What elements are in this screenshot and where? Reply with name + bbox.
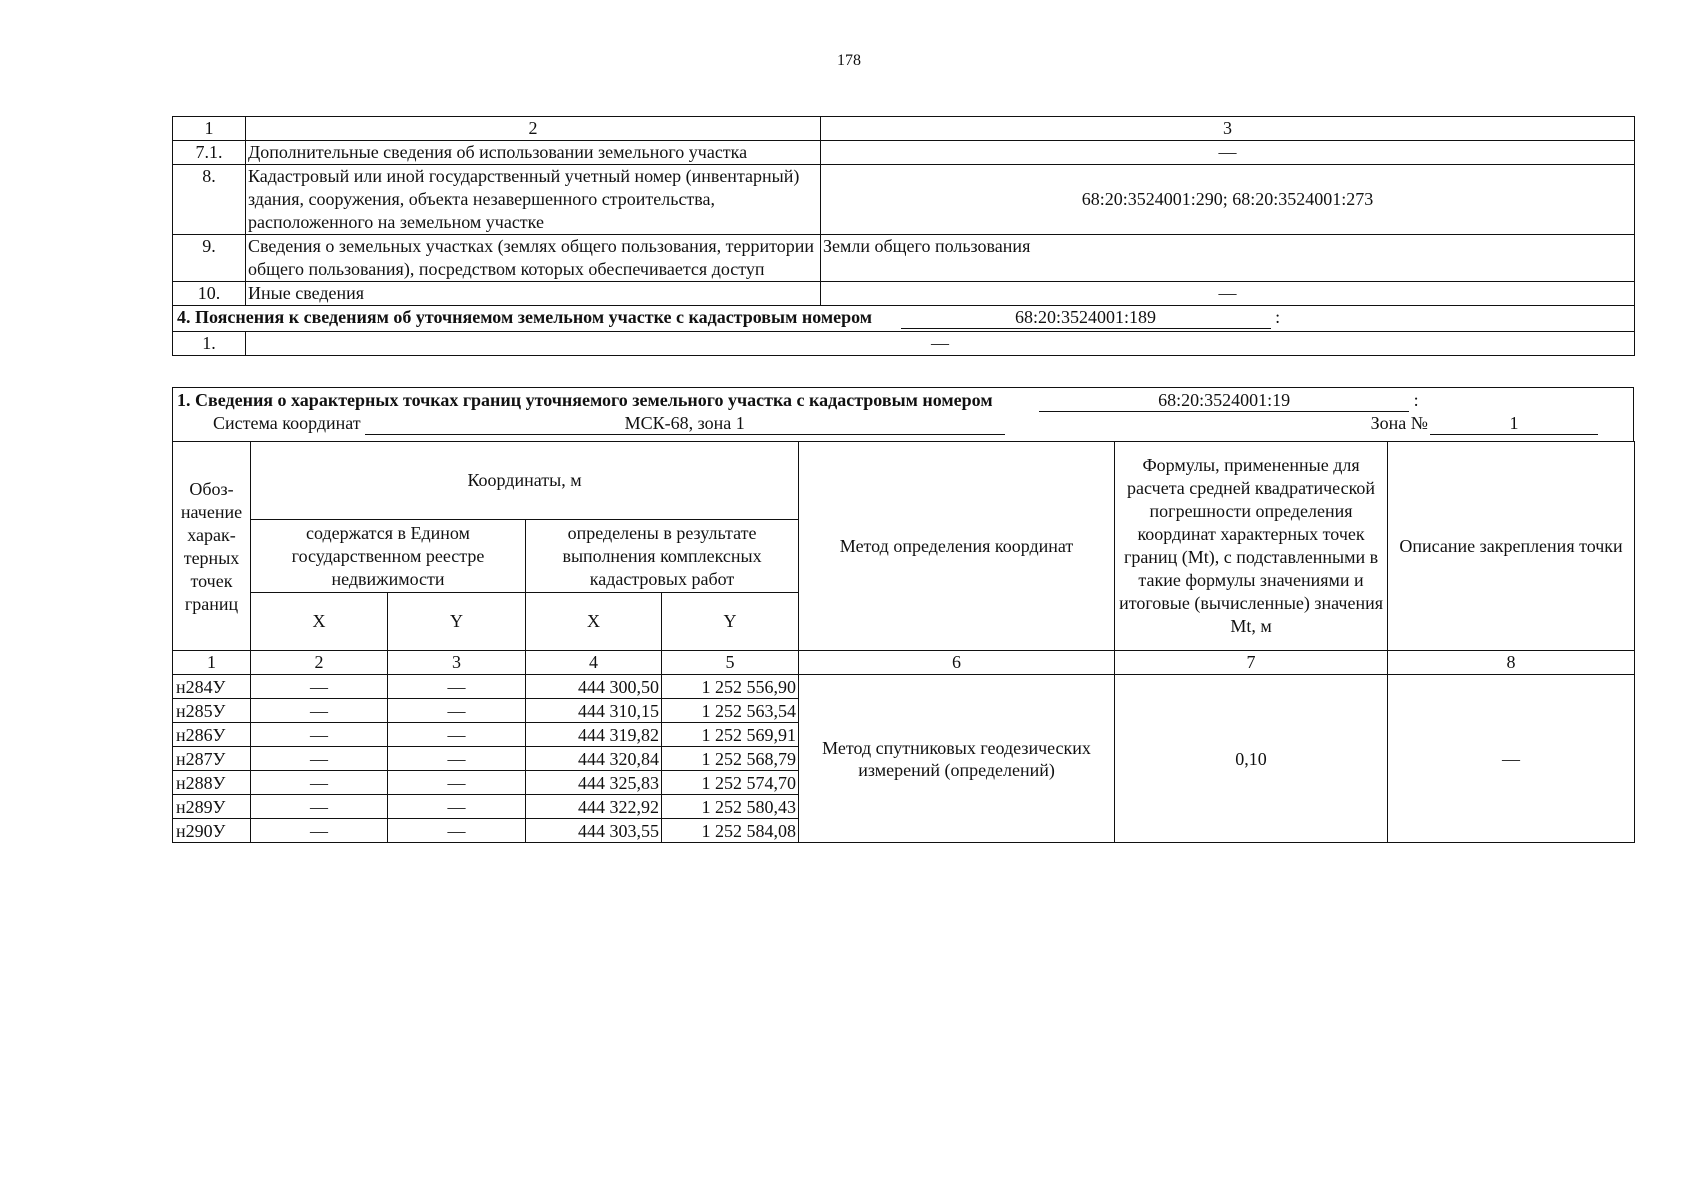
row-label: Сведения о земельных участках (землях общего пользования, территории общего пользования), посредством которых обеспечивается доступ [246, 235, 821, 282]
table-row [173, 282, 1635, 306]
col-number: 5 [662, 651, 799, 675]
col-number: 2 [251, 651, 388, 675]
x-coordinate: 444 319,82 [526, 723, 662, 747]
row-label: Иные сведения [246, 282, 821, 306]
table-row [173, 675, 1635, 699]
row-label: Кадастровый или иной государственный учетный номер (инвентарный) здания, сооружения, объекта незавершенного строительства, расположенного на земельном участке [246, 165, 821, 235]
x-egrn: — [251, 675, 388, 699]
x-egrn: — [251, 699, 388, 723]
col-number: 3 [388, 651, 526, 675]
header-coordinates: Координаты, м [251, 442, 799, 520]
y-coordinate: 1 252 563,54 [662, 699, 799, 723]
y-egrn: — [388, 675, 526, 699]
x-coordinate: 444 303,55 [526, 819, 662, 843]
point-id: н287У [173, 747, 251, 771]
coords-section-title: 1. Сведения о характерных точках границ уточняемого земельного участка с кадастровым номером [177, 390, 993, 410]
header-point-designation: Обоз-начение харак-терных точек границ [173, 442, 251, 651]
row-number: 1. [173, 332, 246, 356]
header-kkr: определены в результате выполнения комплексных кадастровых работ [526, 520, 799, 593]
row-value: — [821, 141, 1635, 165]
x-egrn: — [251, 747, 388, 771]
col-number: 4 [526, 651, 662, 675]
header-egrn: содержатся в Едином государственном реестре недвижимости [251, 520, 526, 593]
section-4-cadastral-number: 68:20:3524001:189 [901, 306, 1271, 329]
coordinates-table [172, 441, 1635, 843]
coords-cadastral-number: 68:20:3524001:19 [1039, 389, 1409, 412]
table-row [173, 141, 1635, 165]
row-label: Дополнительные сведения об использовании земельного участка [246, 141, 821, 165]
section-4-colon: : [1275, 307, 1281, 327]
x-coordinate: 444 325,83 [526, 771, 662, 795]
row-value: — [821, 282, 1635, 306]
header-y-kkr: Y [662, 593, 799, 651]
table-row [173, 165, 1635, 235]
mt-value: 0,10 [1115, 675, 1388, 843]
col-header: 2 [246, 117, 821, 141]
col-number: 6 [799, 651, 1115, 675]
coords-colon: : [1413, 390, 1419, 410]
y-coordinate: 1 252 580,43 [662, 795, 799, 819]
col-header: 1 [173, 117, 246, 141]
y-egrn: — [388, 795, 526, 819]
col-number: 1 [173, 651, 251, 675]
y-egrn: — [388, 771, 526, 795]
y-coordinate: 1 252 569,91 [662, 723, 799, 747]
table-row [173, 332, 1635, 356]
x-egrn: — [251, 771, 388, 795]
y-egrn: — [388, 723, 526, 747]
header-y-egrn: Y [388, 593, 526, 651]
y-coordinate: 1 252 584,08 [662, 819, 799, 843]
row-number: 9. [173, 235, 246, 282]
x-egrn: — [251, 723, 388, 747]
point-id: н286У [173, 723, 251, 747]
zone-label: Зона № [1370, 413, 1428, 433]
col-header: 3 [821, 117, 1635, 141]
point-id: н285У [173, 699, 251, 723]
row-number: 8. [173, 165, 246, 235]
point-id: н284У [173, 675, 251, 699]
y-coordinate: 1 252 574,70 [662, 771, 799, 795]
x-coordinate: 444 320,84 [526, 747, 662, 771]
x-coordinate: 444 310,15 [526, 699, 662, 723]
header-method: Метод определения координат [799, 442, 1115, 651]
header-formula: Формулы, примененные для расчета средней квадратической погрешности определения координат характерных точек границ (Mt), с подставленными в такие формулы значениями и итоговые (вычисленные) значения Mt, м [1115, 442, 1388, 651]
coords-section-header [172, 387, 1634, 442]
table-row [173, 235, 1635, 282]
col-number: 8 [1388, 651, 1635, 675]
x-coordinate: 444 300,50 [526, 675, 662, 699]
y-coordinate: 1 252 556,90 [662, 675, 799, 699]
header-description: Описание закрепления точки [1388, 442, 1635, 651]
y-coordinate: 1 252 568,79 [662, 747, 799, 771]
header-x-kkr: X [526, 593, 662, 651]
x-egrn: — [251, 795, 388, 819]
point-id: н288У [173, 771, 251, 795]
row-number: 7.1. [173, 141, 246, 165]
coord-system-value: МСК-68, зона 1 [365, 412, 1005, 435]
row-number: 10. [173, 282, 246, 306]
section-4-header [173, 306, 1635, 332]
section-4-title: 4. Пояснения к сведениям об уточняемом земельном участке с кадастровым номером [177, 307, 873, 327]
row-value: Земли общего пользования [821, 235, 1635, 282]
description-value: — [1388, 675, 1635, 843]
y-egrn: — [388, 747, 526, 771]
point-id: н289У [173, 795, 251, 819]
col-number: 7 [1115, 651, 1388, 675]
zone-value: 1 [1430, 412, 1598, 435]
y-egrn: — [388, 699, 526, 723]
x-egrn: — [251, 819, 388, 843]
x-coordinate: 444 322,92 [526, 795, 662, 819]
method-cell: Метод спутниковых геодезических измерений (определений) [799, 675, 1115, 843]
table-header-row [173, 117, 1635, 141]
row-value: 68:20:3524001:290; 68:20:3524001:273 [821, 165, 1635, 235]
column-number-row [173, 651, 1635, 675]
y-egrn: — [388, 819, 526, 843]
land-plot-info-table [172, 116, 1635, 356]
point-id: н290У [173, 819, 251, 843]
header-x-egrn: X [251, 593, 388, 651]
coord-system-label: Система координат [213, 413, 361, 433]
row-value: — [246, 332, 1635, 356]
page-number: 178 [837, 52, 861, 69]
